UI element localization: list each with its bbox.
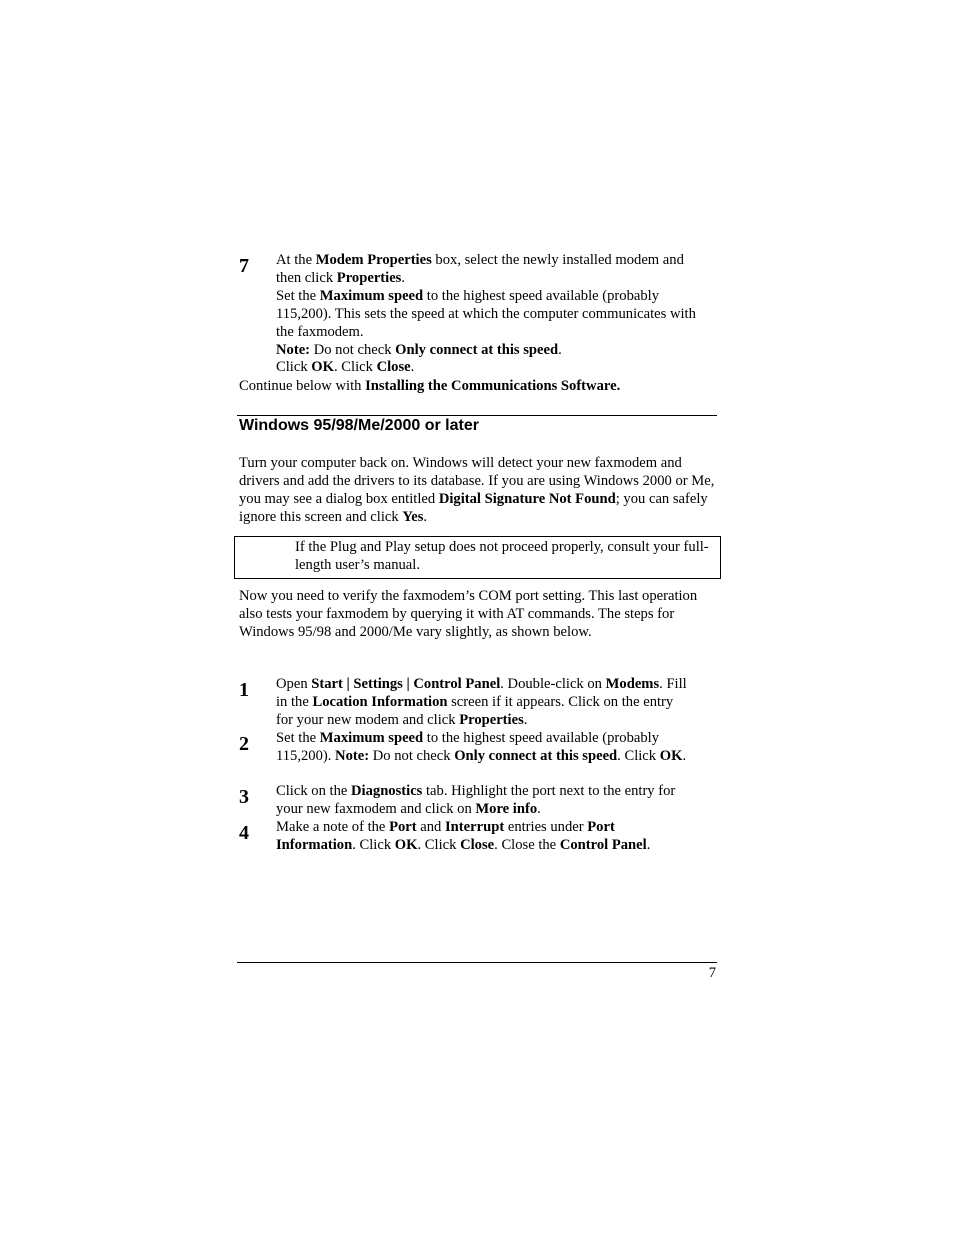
page-number: 7: [708, 965, 716, 981]
section-rule: [237, 415, 717, 416]
continue-text: Continue below with Installing the Communications Software.: [239, 378, 621, 394]
step-7-line-2: Set the Maximum speed to the highest speed available (probably 115,200). This sets the speed at which the computer communicates with the faxmodem.: [276, 287, 696, 340]
step-4-text: Make a note of the Port and Interrupt entries under Port Information. Click OK. Click Close. Close the Control Panel.: [276, 819, 651, 853]
step-7-number: 7: [239, 255, 249, 277]
step-3-number: 3: [239, 786, 249, 808]
verify-paragraph: Now you need to verify the faxmodem’s COM port setting. This last operation also tests your faxmodem by querying it with AT commands. The steps for Windows 95/98 and 2000/Me vary slightly, as shown below.: [239, 588, 698, 640]
step-7-line-1: At the Modem Properties box, select the newly installed modem and then click Properties.: [276, 252, 684, 286]
section-heading: Windows 95/98/Me/2000 or later: [239, 417, 479, 434]
step-2-text: Set the Maximum speed to the highest speed available (probably 115,200). Note: Do not check Only connect at this speed. Click OK.: [276, 730, 687, 764]
step-1-text: Open Start | Settings | Control Panel. Double-click on Modems. Fill in the Location Information screen if it appears. Click on the entry for your new modem and click Properties.: [276, 676, 687, 728]
footer-rule: [237, 962, 717, 963]
note-box-text: If the Plug and Play setup does not proceed properly, consult your full-length user’s manual.: [295, 539, 709, 573]
step-2-number: 2: [239, 733, 249, 755]
step-7-click: Click OK. Click Close.: [276, 359, 415, 376]
step-3-text: Click on the Diagnostics tab. Highlight the port next to the entry for your new faxmodem and click on More info.: [276, 783, 676, 817]
step-1-number: 1: [239, 679, 249, 701]
intro-paragraph: Turn your computer back on. Windows will detect your new faxmodem and drivers and add the drivers to its database. If you are using Windows 2000 or Me, you may see a dialog box entitled Digital Signature Not Found; you can safely ignore this screen and click Yes.: [239, 455, 715, 525]
step-4-number: 4: [239, 822, 249, 844]
step-7-text: [276, 252, 696, 377]
step-7-note: Note: Do not check Only connect at this speed.: [276, 341, 562, 358]
